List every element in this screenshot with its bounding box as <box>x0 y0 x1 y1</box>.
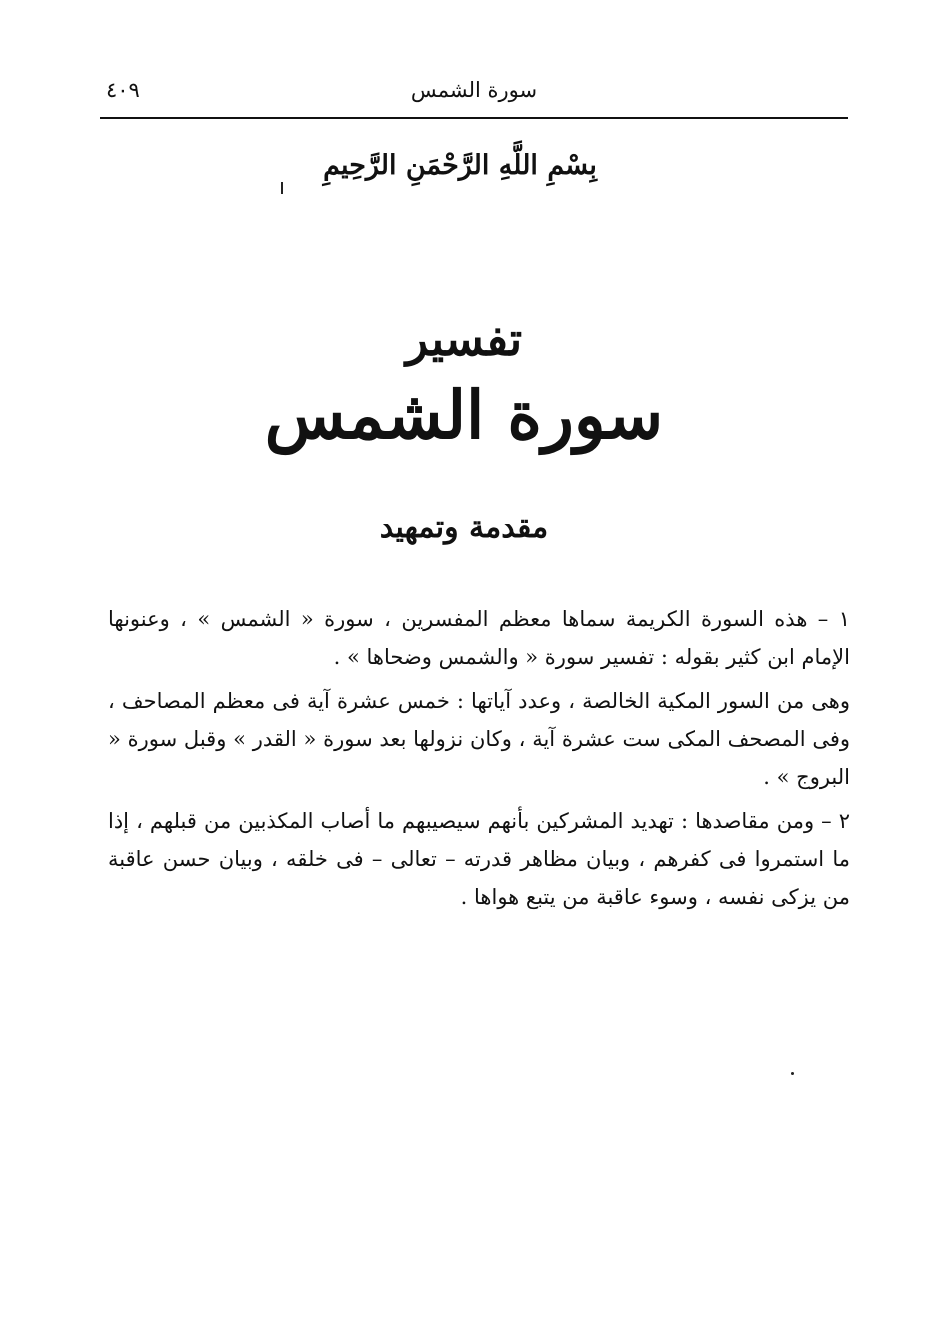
title-line-surah-name: سورة الشمس <box>264 376 664 454</box>
page-header <box>100 78 848 112</box>
page-number: ٤٠٩ <box>106 78 140 102</box>
paragraph-3: ٢ – ومن مقاصدها : تهديد المشركين بأنهم سيصيبهم ما أصاب المكذبين من قبلهم ، إذا ما استمروا فى كفرهم ، وبيان مظاهر قدرته – تعالى – فى خلقه ، وبيان حسن عاقبة من يزكى نفسه ، وسوء عاقبة من يتبع هواها . <box>108 809 850 909</box>
header-divider <box>100 117 848 119</box>
basmala-mark <box>281 182 283 194</box>
basmala-calligraphy: بِسْمِ اللَّهِ الرَّحْمَنِ الرَّحِيمِ <box>323 150 597 181</box>
paragraph-2: وهى من السور المكية الخالصة ، وعدد آياتها : خمس عشرة آية فى معظم المصاحف ، وفى المصحف المكى ست عشرة آية ، وكان نزولها بعد سورة « القدر » وقبل سورة « البروج » . <box>108 689 850 789</box>
title-line-tafsir: تفسير <box>405 312 523 366</box>
body-text <box>108 600 850 922</box>
print-speck <box>791 1072 794 1075</box>
running-title: سورة الشمس <box>410 78 538 102</box>
section-heading: مقدمة وتمهيد <box>379 510 549 545</box>
paragraph-1: ١ – هذه السورة الكريمة سماها معظم المفسرين ، سورة « الشمس » ، وعنونها الإمام ابن كثير بقوله : تفسير سورة « والشمس وضحاها » . <box>108 607 850 669</box>
